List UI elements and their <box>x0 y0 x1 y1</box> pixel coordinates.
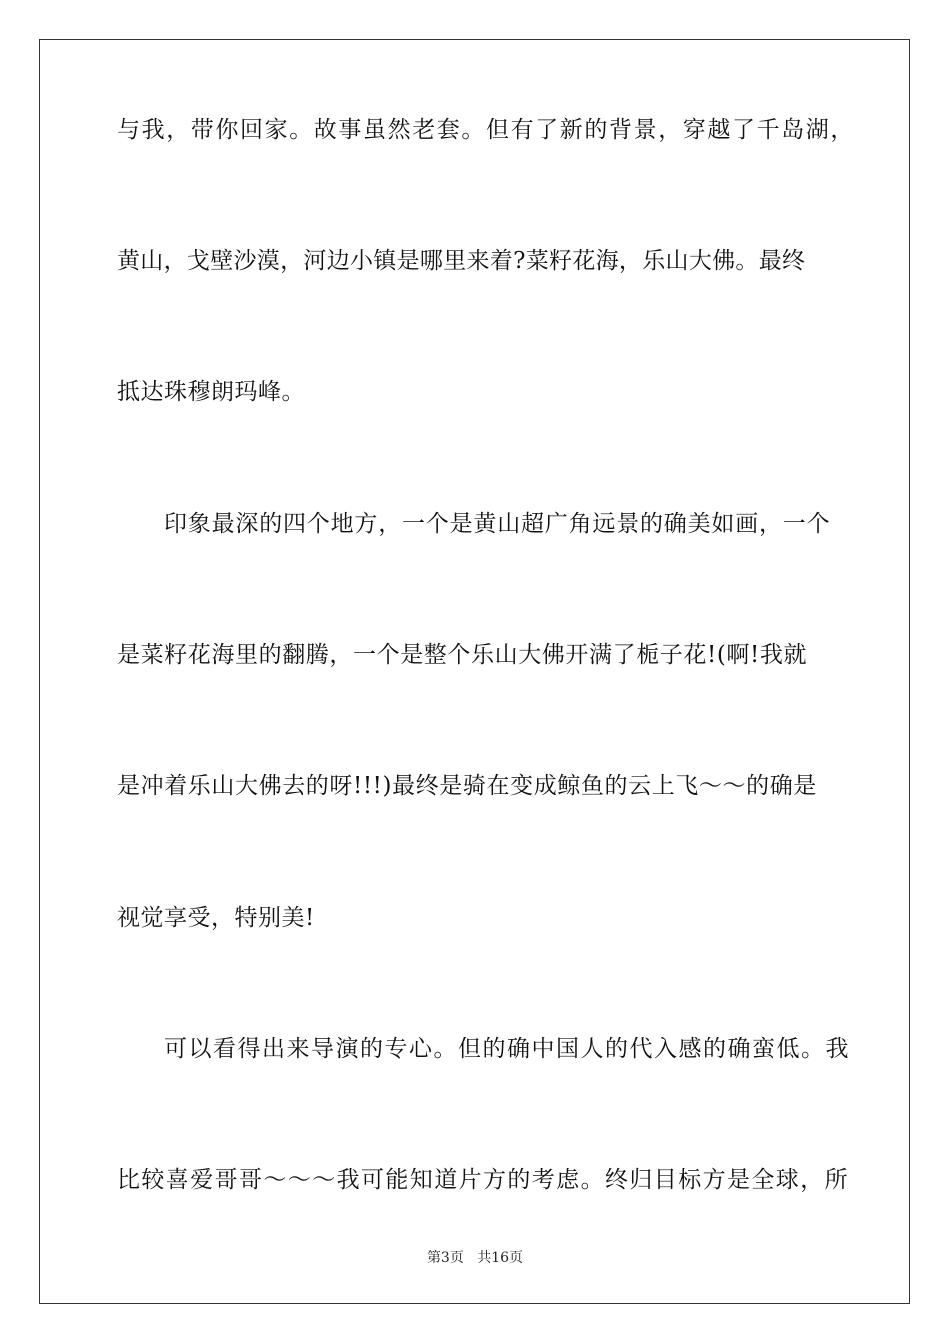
page-footer <box>0 1249 950 1267</box>
paragraph-line: 抵达珠穆朗玛峰。 <box>117 379 305 405</box>
paragraph-line: 视觉享受，特别美! <box>117 905 315 931</box>
page-border <box>39 39 910 1304</box>
page-number: 第3页 <box>426 1250 464 1266</box>
paragraph-line: 与我，带你回家。故事虽然老套。但有了新的背景，穿越了千岛湖， <box>117 117 855 143</box>
paragraph-line: 黄山，戈壁沙漠，河边小镇是哪里来着?菜籽花海，乐山大佛。最终 <box>117 248 806 274</box>
paragraph-line: 可以看得出来导演的专心。但的确中国人的代入感的确蛮低。我 <box>164 1036 850 1062</box>
paragraph-line: 是冲着乐山大佛去的呀!!!)最终是骑在变成鲸鱼的云上飞～～的确是 <box>117 773 817 799</box>
page-total: 共16页 <box>477 1250 524 1266</box>
paragraph-line: 是菜籽花海里的翻腾，一个是整个乐山大佛开满了栀子花!(啊!我就 <box>117 642 808 668</box>
paragraph-line: 印象最深的四个地方，一个是黄山超广角远景的确美如画，一个 <box>164 511 831 537</box>
paragraph-line: 比较喜爱哥哥～～～我可能知道片方的考虑。终归目标方是全球，所 <box>117 1167 849 1193</box>
